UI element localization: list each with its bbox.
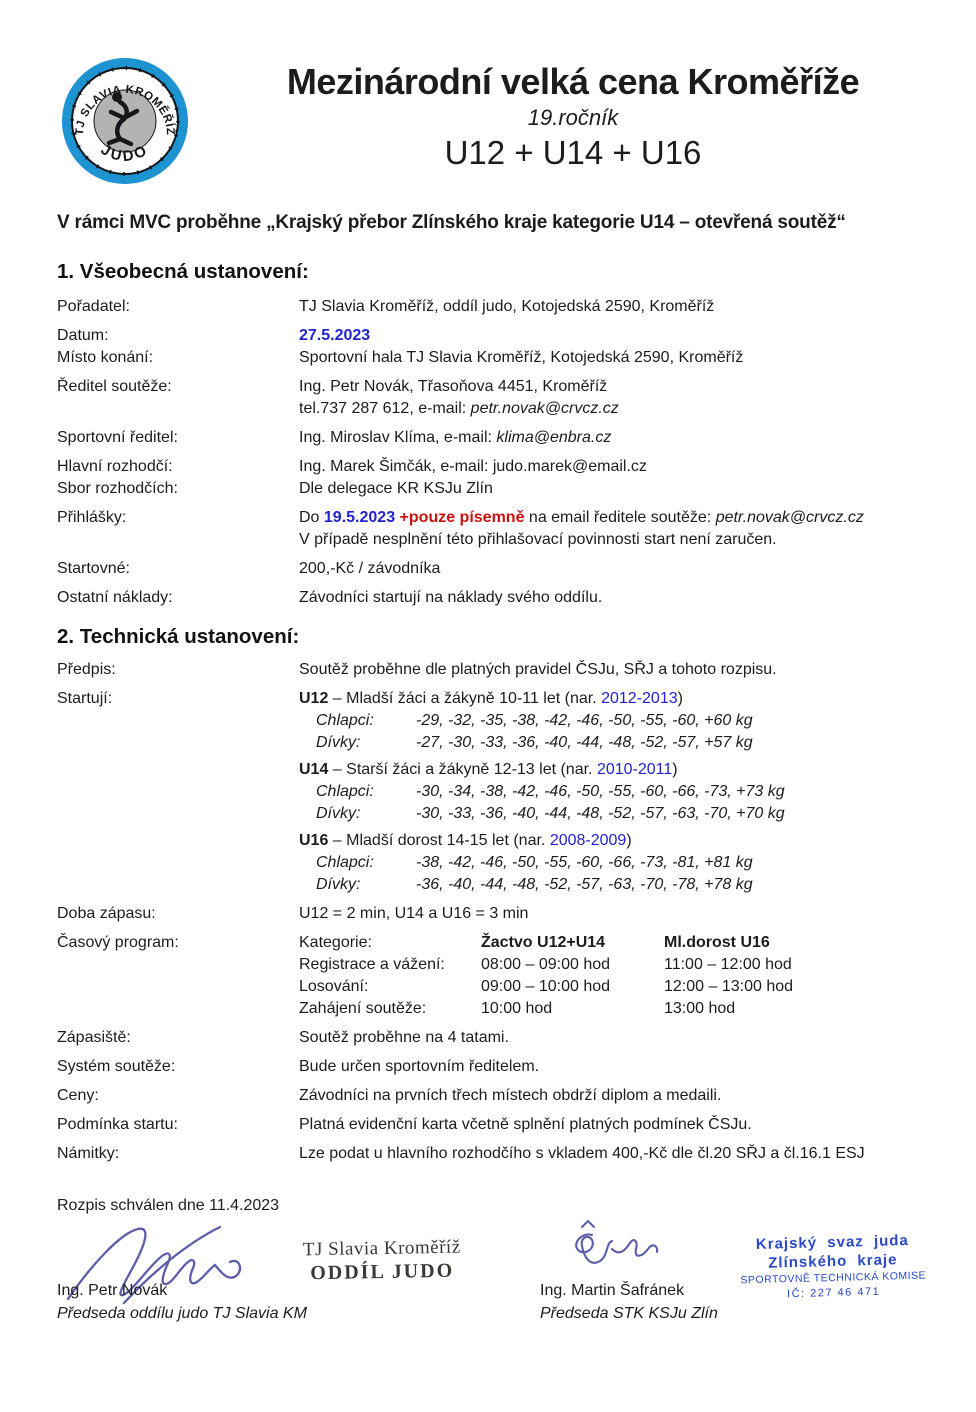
row-casovy-program [57,932,936,1020]
value-sbor-rozhodcich: Dle delegace KR KSJu Zlín [299,480,493,497]
category-u14-code: U14 [299,761,329,778]
row-sbor-rozhodcich [57,478,936,500]
boys-label: Chlapci: [316,712,374,729]
category-u16-close: ) [626,832,632,849]
category-u16-years: 2008-2009 [549,832,627,849]
title-block [170,60,976,174]
signer-right-role: Předseda STK KSJu Zlín [540,1305,718,1322]
announcement-subtitle: V rámci MVC proběhne „Krajský přebor Zlínského kraje kategorie U14 – otevřená soutěž“ [57,212,846,233]
schedule-cell: Registrace a vážení: [299,956,445,973]
value-ostatni-naklady: Závodníci startují na náklady svého oddílu. [299,589,603,606]
sportovni-email: klima@enbra.cz [496,429,612,446]
category-u14-heading [299,759,936,781]
label-ceny: Ceny: [57,1087,99,1104]
label-reditel: Ředitel soutěže: [57,378,172,395]
value-hlavni-rozhodci: Ing. Marek Šimčák, e-mail: judo.marek@email.cz [299,458,647,475]
schedule-cell: 11:00 – 12:00 hod [664,956,792,973]
value-doba-zapasu: U12 = 2 min, U14 a U16 = 3 min [299,905,529,922]
schedule-cell: 13:00 hod [664,1000,736,1017]
stamp-region-line1: Krajský svaz juda [755,1232,910,1254]
prihlasky-mid: na email ředitele soutěže: [524,509,716,526]
stamp-club-line1: TJ Slavia Kroměříž [302,1236,461,1261]
value-sportovni-reditel [299,427,936,449]
boys-label: Chlapci: [316,783,374,800]
label-datum: Datum: [57,327,109,344]
girls-label: Dívky: [316,734,361,751]
schedule-table [299,932,936,1020]
age-categories-title: U12 + U14 + U16 [444,134,702,171]
girls-weights: -30, -33, -36, -40, -44, -48, -52, -57, -63, -70, +70 kg [416,805,785,822]
value-startovne: 200,-Kč / závodníka [299,560,441,577]
signer-left [57,1279,307,1325]
category-u12-years: 2012-2013 [601,690,678,707]
stamp-club-line2: ODDÍL JUDO [310,1259,455,1285]
row-misto [57,347,936,369]
signature-martin-safranek [556,1219,676,1284]
value-prihlasky [299,507,936,551]
category-u12 [299,688,936,754]
girls-weights: -36, -40, -44, -48, -52, -57, -63, -70, -78, +78 kg [416,876,753,893]
value-ceny: Závodníci na prvních třech místech obdrží diplom a medaili. [299,1087,722,1104]
value-namitky: Lze podat u hlavního rozhodčího s vkladem 400,-Kč dle čl.20 SŘJ a čl.16.1 ESJ [299,1145,865,1162]
value-misto: Sportovní hala TJ Slavia Kroměříž, Kotojedská 2590, Kroměříž [299,349,744,366]
boys-weights: -30, -34, -38, -42, -46, -50, -55, -60, -66, -73, +73 kg [416,783,785,800]
schedule-cell: Losování: [299,978,369,995]
prihlasky-pre: Do [299,509,324,526]
category-u12-girls [299,732,936,754]
schedule-col-header-dorost: Ml.dorost U16 [664,934,770,951]
row-doba-zapasu [57,903,936,925]
row-reditel [57,376,936,420]
label-namitky: Námitky: [57,1145,120,1162]
stamp-region-line2: Zlínského kraje [768,1251,898,1272]
category-u14 [299,759,936,825]
section2-heading: 2. Technická ustanovení: [57,625,300,648]
row-system-souteze [57,1056,936,1078]
row-namitky [57,1143,936,1165]
value-system-souteze: Bude určen sportovním ředitelem. [299,1058,540,1075]
label-startuji: Startují: [57,690,113,707]
row-startuji [57,688,936,896]
category-u12-heading [299,688,936,710]
schedule-cell: 08:00 – 09:00 hod [481,956,611,973]
label-poradatel: Pořadatel: [57,298,130,315]
schedule-cell: 12:00 – 13:00 hod [664,978,794,995]
schedule-col-header-zactvo: Žactvo U12+U14 [481,934,606,951]
category-u12-desc: – Mladší žáci a žákyně 10-11 let (nar. [328,690,602,707]
girls-label: Dívky: [316,876,361,893]
category-u12-code: U12 [299,690,329,707]
row-ostatni-naklady [57,587,936,609]
category-u14-boys [299,781,936,803]
schedule-cell: Kategorie: [299,934,372,951]
category-u16-code: U16 [299,832,329,849]
logo-bottom-text: JUDO [97,141,153,166]
value-reditel [299,376,936,420]
document-body [0,258,976,1165]
logo-arc-text: TJ SLAVIA KROMĚŘÍŽ [73,83,177,136]
label-misto: Místo konání: [57,349,154,366]
row-ceny [57,1085,936,1107]
category-u16-heading [299,830,936,852]
value-casovy-program [299,932,936,1020]
value-podminka-startu: Platná evidenční karta včetně splnění platných podmínek ČSJu. [299,1116,752,1133]
label-startovne: Startovné: [57,560,130,577]
label-casovy-program: Časový program: [57,934,179,951]
sportovni-text: Ing. Miroslav Klíma, e-mail: [299,429,497,446]
reditel-email: petr.novak@crvcz.cz [470,400,619,417]
schedule-cell: Zahájení soutěže: [299,1000,427,1017]
category-u12-boys [299,710,936,732]
row-datum [57,325,936,347]
label-doba-zapasu: Doba zápasu: [57,905,156,922]
category-u14-years: 2010-2011 [596,761,673,778]
value-startuji [299,688,936,896]
boys-weights: -38, -42, -46, -50, -55, -60, -66, -73, -81, +81 kg [416,854,753,871]
row-sportovni-reditel [57,427,936,449]
header [0,0,976,174]
label-system-souteze: Systém soutěže: [57,1058,176,1075]
category-u16-boys [299,852,936,874]
category-u14-close: ) [672,761,678,778]
prihlasky-written-only: +pouze písemně [399,509,525,526]
reditel-line2 [299,398,936,420]
row-startovne [57,558,936,580]
label-hlavni-rozhodci: Hlavní rozhodčí: [57,458,173,475]
signer-right [540,1279,718,1325]
value-zapasiste: Soutěž proběhne na 4 tatami. [299,1029,509,1046]
row-poradatel [57,296,936,318]
row-podminka-startu [57,1114,936,1136]
edition-subtitle: 19.ročník [527,105,619,130]
category-u16-girls [299,874,936,896]
label-ostatni-naklady: Ostatní náklady: [57,589,173,606]
section1-heading: 1. Všeobecná ustanovení: [57,260,309,283]
approval-date-line: Rozpis schválen dne 11.4.2023 [57,1197,280,1214]
stamp-region-line3: SPORTOVNĚ TECHNICKÁ KOMISE [740,1269,927,1287]
stamp-regional-association [727,1230,939,1303]
row-zapasiste [57,1027,936,1049]
signer-left-name: Ing. Petr Novák [57,1282,168,1299]
value-poradatel: TJ Slavia Kroměříž, oddíl judo, Kotojedská 2590, Kroměříž [299,298,715,315]
category-u16 [299,830,936,896]
signer-left-role: Předseda oddílu judo TJ Slavia KM [57,1305,307,1322]
girls-weights: -27, -30, -33, -36, -40, -44, -48, -52, -57, +57 kg [416,734,753,751]
reditel-contact-text: tel.737 287 612, e-mail: [299,400,471,417]
stamp-region-line4: IČ: 227 46 471 [786,1285,881,1301]
category-u12-close: ) [677,690,683,707]
boys-label: Chlapci: [316,854,374,871]
stamp-club [292,1235,473,1285]
label-predpis: Předpis: [57,661,116,678]
category-u14-desc: – Starší žáci a žákyně 12-13 let (nar. [328,761,597,778]
row-hlavni-rozhodci [57,456,936,478]
schedule-cell: 10:00 hod [481,1000,553,1017]
prihlasky-email: petr.novak@crvcz.cz [715,509,864,526]
category-u14-girls [299,803,936,825]
prihlasky-line2: V případě nesplnění této přihlašovací povinnosti start není zaručen. [299,531,777,548]
club-logo [60,56,190,186]
prihlasky-deadline: 19.5.2023 [323,509,396,526]
label-zapasiste: Zápasiště: [57,1029,131,1046]
label-prihlasky: Přihlášky: [57,509,127,526]
signature-area [0,1217,976,1403]
boys-weights: -29, -32, -35, -38, -42, -46, -50, -55, -60, +60 kg [416,712,753,729]
reditel-line1: Ing. Petr Novák, Třasoňova 4451, Kroměříž [299,378,608,395]
row-predpis [57,659,936,681]
row-prihlasky [57,507,936,551]
value-datum: 27.5.2023 [299,327,371,344]
label-sbor-rozhodcich: Sbor rozhodčích: [57,480,178,497]
signer-right-name: Ing. Martin Šafránek [540,1282,685,1299]
label-sportovni-reditel: Sportovní ředitel: [57,429,178,446]
category-u16-desc: – Mladší dorost 14-15 let (nar. [328,832,550,849]
label-podminka-startu: Podmínka startu: [57,1116,178,1133]
prihlasky-line1 [299,507,936,529]
girls-label: Dívky: [316,805,361,822]
schedule-cell: 09:00 – 10:00 hod [481,978,611,995]
page-title: Mezinárodní velká cena Kroměříže [286,61,860,102]
value-predpis: Soutěž proběhne dle platných pravidel ČSJu, SŘJ a tohoto rozpisu. [299,661,777,678]
